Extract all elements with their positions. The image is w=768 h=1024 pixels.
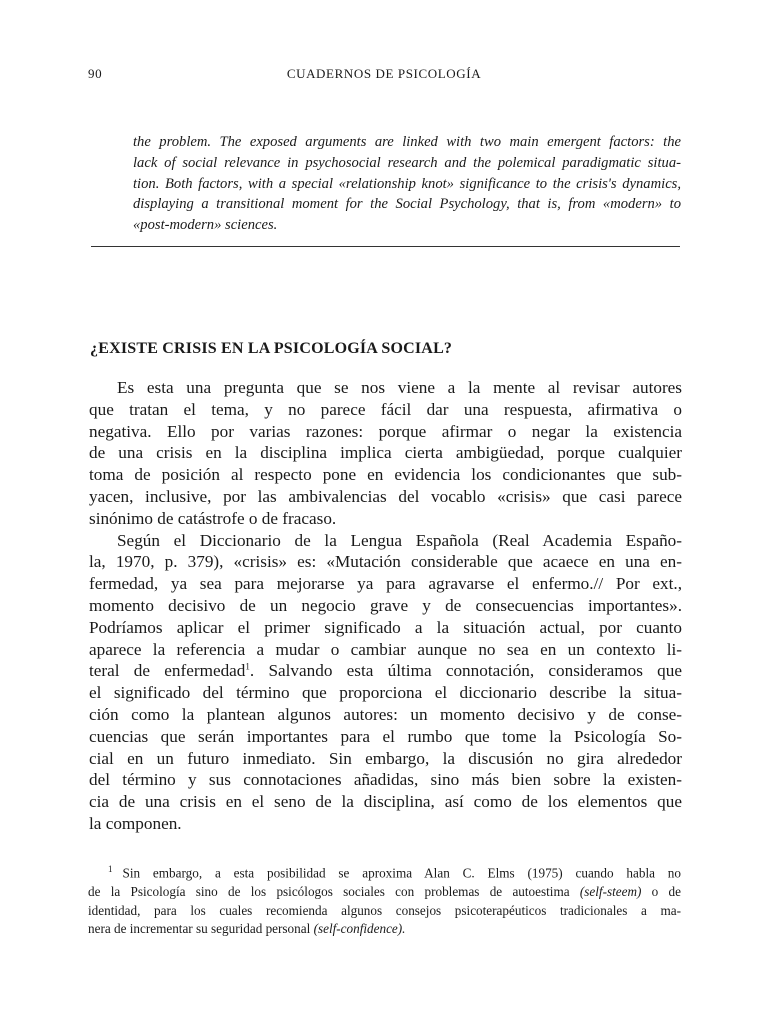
body-line: la, 1970, p. 379), «crisis» es: «Mutación considerable que acaece en una en- (89, 552, 682, 572)
footnote-line (88, 883, 681, 902)
body-line-start: teral de enfermedad (89, 661, 246, 681)
body-line: cia de una crisis en el seno de la disciplina, así como de los elementos que (89, 792, 682, 812)
footnote-mark: 1 (108, 864, 113, 874)
body-line: fermedad, ya sea para mejorarse ya para agravarse el enfermo.// Por ext., (89, 574, 682, 594)
footnote (88, 860, 681, 939)
footnote-line: identidad, para los cuales recomienda algunos consejos psicoterapéuticos tradicionales a ma- (88, 902, 681, 918)
footnote-line (88, 920, 681, 939)
footnote-reference: 1 (245, 661, 250, 672)
abstract-line: displaying a transitional moment for the Social Psychology, that is, from «modern» to (133, 196, 681, 213)
body-line-with-note (89, 660, 682, 682)
body-text (89, 377, 682, 835)
footnote-text: Sin embargo, a esta posibilidad se aproxima Alan C. Elms (1975) cuando habla no (122, 865, 681, 881)
body-line: la componen. (89, 813, 182, 833)
body-line: que tratan el tema, y no parece fácil dar una respuesta, afirmativa o (89, 399, 682, 419)
body-line: Es esta una pregunta que se nos viene a la mente al revisar autores (117, 378, 682, 397)
footnote-line (88, 860, 681, 883)
body-line: negativa. Ello por varias razones: porque afirmar o negar la existencia (89, 421, 682, 441)
body-line: cuencias que serán importantes para el rumbo que tome la Psicología So- (89, 726, 682, 746)
body-line: cial en un futuro inmediato. Sin embargo, la discusión no gira alrededor (89, 748, 682, 768)
abstract-line: «post-modern» sciences. (133, 217, 278, 234)
body-line: yacen, inclusive, por las ambivalencias del vocablo «crisis» que casi parece (89, 486, 682, 506)
body-line: de una crisis en la disciplina implica cierta ambigüedad, porque cualquier (89, 443, 682, 463)
body-line-end: . Salvando esta última connotación, consideramos que (249, 661, 682, 681)
footnote-text: nera de incrementar su seguridad personal (88, 921, 314, 937)
abstract-line: the problem. The exposed arguments are linked with two main emergent factors: the (133, 134, 681, 150)
abstract-line: tion. Both factors, with a special «relationship knot» significance to the crisis's dynamics, (133, 175, 681, 192)
abstract-line: lack of social relevance in psychosocial research and the polemical paradigmatic situa- (133, 154, 681, 171)
body-line: del término y sus connotaciones añadidas, sino más bien sobre la existen- (89, 770, 682, 790)
body-line: Podríamos aplicar el primer significado a la situación actual, por cuanto (89, 617, 682, 637)
body-line: toma de posición al respecto pone en evidencia los condicionantes que sub- (89, 465, 682, 485)
footnote-text: de la Psicología sino de los psicólogos sociales con problemas de autoestima (88, 883, 580, 899)
horizontal-divider (91, 246, 680, 247)
body-line: el significado del término que proporciona el diccionario describe la situa- (89, 683, 682, 703)
footnote-italic-term: (self-confidence). (313, 921, 406, 937)
abstract-text (133, 132, 681, 236)
page-header (88, 66, 680, 86)
body-line: sinónimo de catástrofe o de fracaso. (89, 508, 337, 528)
section-heading: ¿EXISTE CRISIS EN LA PSICOLOGÍA SOCIAL? (90, 340, 453, 357)
body-line: momento decisivo de un negocio grave y de consecuencias importantes». (89, 595, 682, 615)
running-head: CUADERNOS DE PSICOLOGÍA (286, 66, 482, 81)
footnote-text: o de (641, 883, 681, 899)
page-number: 90 (88, 66, 103, 81)
body-line: ción como la plantean algunos autores: un momento decisivo y de conse- (89, 704, 682, 724)
body-line: Según el Diccionario de la Lengua Española (Real Academia Españo- (117, 530, 682, 550)
body-line: aparece la referencia a mudar o cambiar aunque no sea en un contexto li- (89, 639, 682, 659)
footnote-italic-term: (self-steem) (579, 883, 642, 899)
